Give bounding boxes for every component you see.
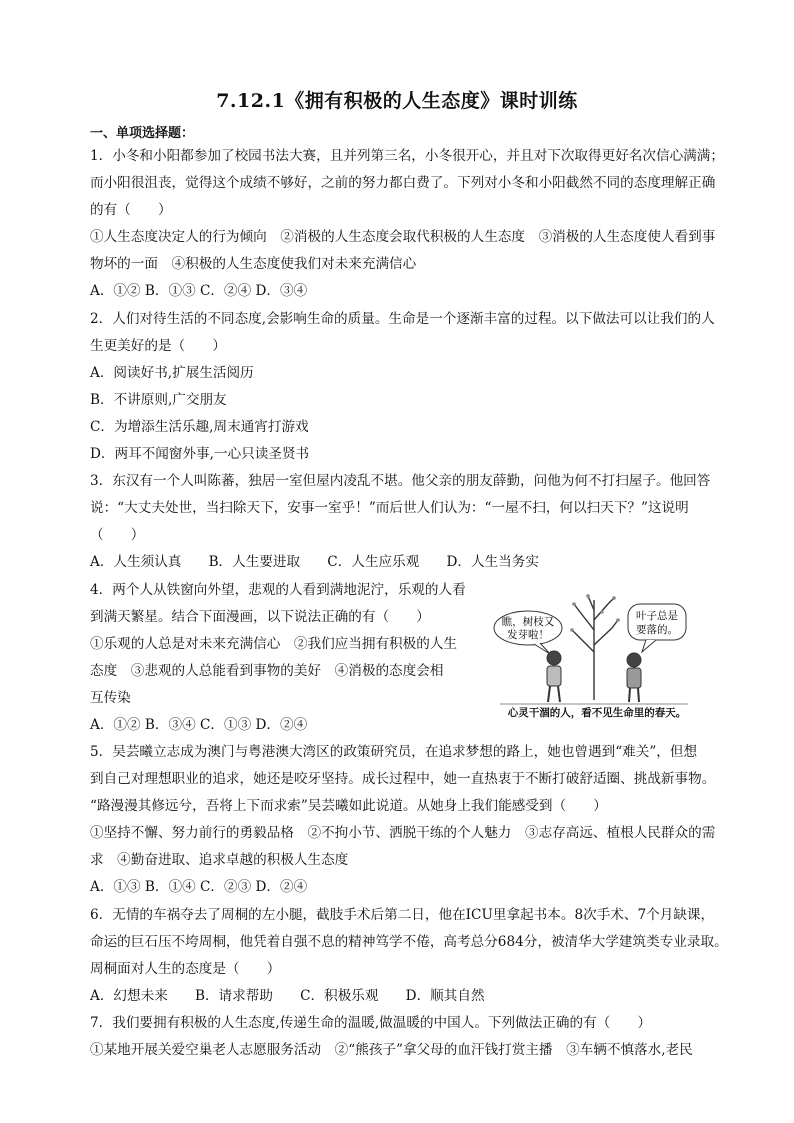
text-line: ①某地开展关爱空巢老人志愿服务活动 ②“熊孩子”拿父母的血汗钱打赏主播 ③车辆不慎落水,老民 bbox=[90, 1042, 693, 1058]
text-line: 5．吴芸曦立志成为澳门与粤港澳大湾区的政策研究员，在追求梦想的路上，她也曾遇到“难关”，但想 bbox=[90, 744, 698, 760]
speech-right-line1: 叶子总是 bbox=[636, 610, 678, 622]
text-line: B．不讲原则,广交朋友 bbox=[90, 392, 227, 408]
tree-icon bbox=[572, 596, 618, 700]
speech-left-line2: 发芽啦！ bbox=[507, 629, 549, 641]
text-line: 2．人们对待生活的不同态度,会影响生命的质量。生命是一个逐渐丰富的过程。以下做法可以让我们的人 bbox=[90, 311, 715, 327]
text-line: C．为增添生活乐趣,周末通宵打游戏 bbox=[90, 419, 309, 435]
text-line: 的有（ ） bbox=[90, 202, 172, 218]
text-line: “路漫漫其修远兮，吾将上下而求索”吴芸曦如此说道。从她身上我们能感受到（ ） bbox=[90, 798, 607, 814]
text-line: 态度 ③悲观的人总能看到事物的美好 ④消极的态度会相 bbox=[90, 663, 444, 679]
text-line: 求 ④勤奋进取、追求卓越的积极人生态度 bbox=[90, 852, 349, 868]
text-line: （ ） bbox=[90, 527, 145, 543]
cartoon-caption: 心灵干涸的人，看不见生命里的春天。 bbox=[507, 707, 687, 719]
text-line: 到自己对理想职业的追求，她还是咬牙坚持。成长过程中，她一直热衷于不断打破舒适圈、挑战新事物。 bbox=[90, 771, 716, 787]
text-line: A．①② B．③④ C．①③ D．②④ bbox=[90, 717, 308, 733]
text-line: 互传染 bbox=[90, 690, 131, 706]
speech-right-line2: 要落的。 bbox=[636, 624, 678, 636]
text-line: 说：“大丈夫处世，当扫除天下，安事一室乎！”而后世人们认为：“一屋不扫，何以扫天下？”这说明 bbox=[90, 500, 689, 516]
text-line: 1．小冬和小阳都参加了校园书法大赛，且并列第三名，小冬很开心，并且对下次取得更好名次信心满满； bbox=[90, 148, 724, 164]
text-line: 4．两个人从铁窗向外望，悲观的人看到满地泥泞，乐观的人看 bbox=[90, 582, 466, 598]
text-line: A．人生须认真 B．人生要进取 C．人生应乐观 D．人生当务实 bbox=[90, 554, 539, 570]
section-heading: 一、单项选择题： bbox=[90, 126, 195, 141]
text-line: 3．东汉有一个人叫陈蕃，独居一室但屋内凌乱不堪。他父亲的朋友薛勤，问他为何不打扫屋子。他回答 bbox=[90, 473, 711, 489]
speech-left-line1: 瞧，树枝又 bbox=[501, 616, 555, 628]
cartoon-illustration bbox=[490, 590, 698, 722]
boy-right-icon bbox=[627, 653, 641, 702]
text-line: D．两耳不闻窗外事,一心只读圣贤书 bbox=[90, 446, 310, 462]
text-line: A．①② B．①③ C．②④ D．③④ bbox=[90, 283, 308, 299]
text-line: A．幻想未来 B．请求帮助 C．积极乐观 D．顺其自然 bbox=[90, 988, 485, 1004]
text-line: 6．无情的车祸夺去了周桐的左小腿，截肢手术后第二日，他在ICU里拿起书本。8次手术、7个月缺课， bbox=[90, 907, 715, 923]
text-line: ①坚持不懈、努力前行的勇毅品格 ②不拘小节、洒脱干练的个人魅力 ③志存高远、植根人民群众的需 bbox=[90, 825, 716, 841]
text-line: A．阅读好书,扩展生活阅历 bbox=[90, 365, 254, 381]
text-line: 周桐面对人生的态度是（ ） bbox=[90, 961, 281, 977]
text-line: ①乐观的人总是对未来充满信心 ②我们应当拥有积极的人生 bbox=[90, 636, 458, 652]
text-line: 命运的巨石压不垮周桐，他凭着自强不息的精神笃学不倦，高考总分684分，被清华大学建筑类专业录取。 bbox=[90, 934, 728, 950]
text-line: 而小阳很沮丧，觉得这个成绩不够好，之前的努力都白费了。下列对小冬和小阳截然不同的态度理解正确 bbox=[90, 175, 716, 191]
boy-left-icon bbox=[547, 651, 561, 702]
text-line: 物坏的一面 ④积极的人生态度使我们对未来充满信心 bbox=[90, 256, 417, 272]
page-title: 7.12.1《拥有积极的人生态度》课时训练 bbox=[216, 90, 578, 112]
text-line: 生更美好的是（ ） bbox=[90, 338, 226, 354]
text-line: ①人生态度决定人的行为倾向 ②消极的人生态度会取代积极的人生态度 ③消极的人生态度使人看到事 bbox=[90, 229, 716, 245]
text-line: 7．我们要拥有积极的人生态度,传递生命的温暖,做温暖的中国人。下列做法正确的有（ ） bbox=[90, 1015, 652, 1031]
text-line: 到满天繁星。结合下面漫画，以下说法正确的有（ ） bbox=[90, 609, 430, 625]
text-line: A．①③ B．①④ C．②③ D．②④ bbox=[90, 879, 308, 895]
